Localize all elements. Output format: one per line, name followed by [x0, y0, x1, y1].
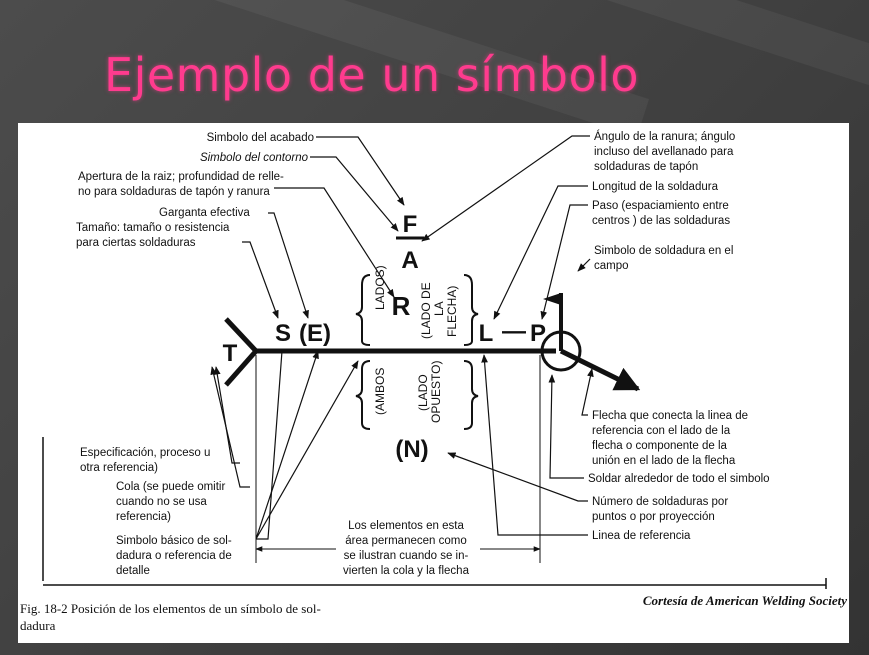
center-note-4: vierten la cola y la flecha	[343, 565, 469, 577]
caption-line-1: Fig. 18-2 Posición de los elementos de un símbolo de sol-	[20, 601, 321, 616]
label-paso-2: centros ) de las soldaduras	[592, 215, 731, 227]
label-apertura-1: Apertura de la raiz; profundidad de relle-	[78, 171, 284, 183]
label-numero-1: Número de soldaduras por	[592, 496, 729, 508]
symbol-F: F	[402, 211, 418, 238]
leader-basico-1	[256, 351, 282, 539]
label-alrededor: Soldar alrededor de todo el simbolo	[588, 473, 770, 485]
leader-numero	[448, 453, 588, 501]
label-especificacion-1: Especificación, proceso u	[80, 447, 211, 459]
brace-right-top	[464, 275, 478, 345]
label-tamano-1: Tamaño: tamaño o resistencia	[76, 222, 230, 234]
brace-left-bottom	[356, 361, 370, 429]
welding-symbol-figure	[18, 123, 849, 643]
symbol-S: S	[274, 320, 292, 347]
credit: Cortesía de American Welding Society	[642, 593, 847, 608]
label-especificacion-2: otra referencia)	[80, 462, 158, 474]
leader-tamano	[242, 242, 278, 318]
label-lado-opuesto-1: (LADO	[416, 374, 430, 411]
label-campo-2: campo	[594, 260, 629, 272]
label-simbolo-basico-3: detalle	[116, 565, 150, 577]
symbol-A: A	[401, 247, 419, 274]
label-longitud: Longitud de la soldadura	[592, 181, 718, 193]
leader-flecha	[582, 369, 592, 415]
label-paso-1: Paso (espaciamiento entre	[592, 200, 729, 212]
label-angulo-3: soldaduras de tapón	[594, 161, 699, 173]
brace-right-bottom	[464, 361, 478, 429]
label-cola-3: referencia)	[116, 511, 171, 523]
leader-cola	[212, 367, 250, 487]
symbol-R: R	[391, 291, 411, 321]
center-note-1: Los elementos en esta	[348, 520, 464, 532]
label-garganta: Garganta efectiva	[159, 207, 250, 219]
label-numero-2: puntos o por proyección	[592, 511, 715, 523]
leader-basico-2	[256, 351, 318, 539]
symbol-P: P	[529, 320, 547, 347]
label-cola-2: cuando no se usa	[116, 496, 207, 508]
label-ambos: (AMBOS	[373, 367, 387, 415]
label-angulo-2: incluso del avellanado para	[594, 146, 734, 158]
symbol-T: T	[222, 340, 238, 367]
label-simbolo-basico-1: Simbolo básico de sol-	[116, 535, 232, 547]
leader-alrededor	[550, 375, 584, 478]
label-angulo-1: Ángulo de la ranura; ángulo	[594, 131, 736, 143]
leader-contorno	[310, 157, 398, 231]
label-linea-referencia: Linea de referencia	[592, 530, 691, 542]
welding-symbol-diagram	[18, 123, 849, 643]
leader-longitud	[494, 186, 588, 319]
leader-garganta	[268, 213, 308, 318]
symbol-dash: —	[502, 318, 526, 345]
label-lado-flecha-3: FLECHA)	[445, 285, 459, 337]
label-lados: LADOS)	[373, 265, 387, 310]
symbol-L: L	[478, 320, 494, 347]
symbol-E: (E)	[299, 320, 331, 347]
center-note-3: se ilustran cuando se in-	[343, 550, 469, 562]
leader-paso	[542, 205, 588, 319]
brace-left-top	[356, 275, 370, 345]
arrow-line	[561, 351, 638, 389]
label-flecha-4: unión en el lado de la flecha	[592, 455, 736, 467]
label-tamano-2: para ciertas soldaduras	[76, 237, 196, 249]
label-lado-opuesto-2: OPUESTO)	[429, 360, 443, 423]
label-flecha-3: flecha o componente de la	[592, 440, 727, 452]
slide-title: Ejemplo de un símbolo	[104, 48, 640, 102]
center-note-2: área permanecen como	[345, 535, 467, 547]
label-flecha-2: referencia con el lado de la	[592, 425, 731, 437]
symbol-N: (N)	[395, 436, 429, 463]
leader-linea-referencia	[484, 355, 588, 535]
leader-basico-3	[256, 361, 358, 539]
label-simbolo-basico-2: dadura o referencia de	[116, 550, 232, 562]
caption-line-2: dadura	[20, 618, 56, 633]
label-lado-flecha-2: LA	[432, 301, 446, 316]
label-flecha-1: Flecha que conecta la linea de	[592, 410, 748, 422]
label-simbolo-contorno: Simbolo del contorno	[199, 152, 308, 164]
leader-acabado	[316, 137, 404, 205]
label-simbolo-acabado: Simbolo del acabado	[206, 132, 314, 144]
label-cola-1: Cola (se puede omitir	[116, 481, 226, 493]
label-lado-flecha-1: (LADO DE	[419, 282, 433, 339]
leader-campo	[578, 259, 590, 271]
label-campo-1: Simbolo de soldadura en el	[594, 245, 734, 257]
label-apertura-2: no para soldaduras de tapón y ranura	[78, 186, 270, 198]
